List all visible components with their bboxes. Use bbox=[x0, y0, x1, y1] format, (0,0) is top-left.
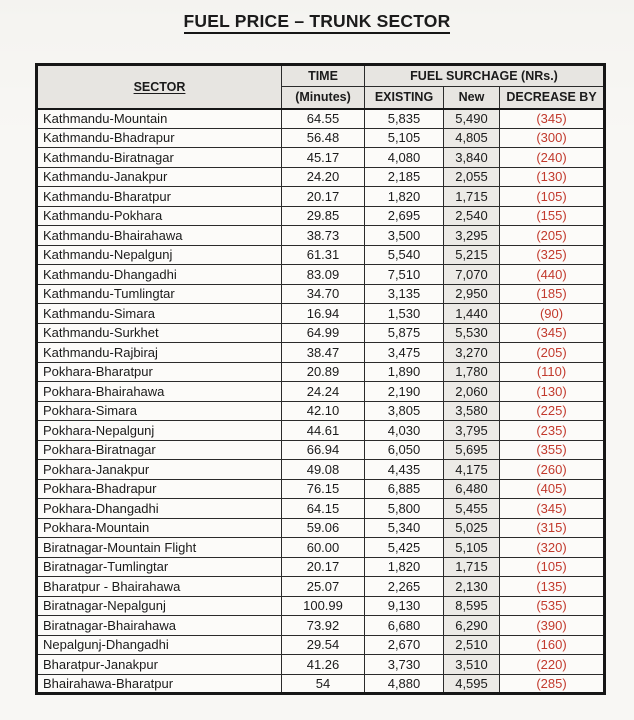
decrease-cell: (105) bbox=[500, 187, 605, 207]
existing-cell: 3,475 bbox=[365, 343, 444, 363]
existing-cell: 6,885 bbox=[365, 479, 444, 499]
sector-cell: Kathmandu-Bhairahawa bbox=[37, 226, 282, 246]
table-row bbox=[37, 557, 605, 577]
table-row bbox=[37, 265, 605, 285]
sector-cell: Kathmandu-Tumlingtar bbox=[37, 284, 282, 304]
new-cell: 4,175 bbox=[444, 460, 500, 480]
decrease-cell: (160) bbox=[500, 635, 605, 655]
table-row bbox=[37, 596, 605, 616]
table-row bbox=[37, 382, 605, 402]
decrease-cell: (535) bbox=[500, 596, 605, 616]
time-cell: 45.17 bbox=[282, 148, 365, 168]
time-cell: 42.10 bbox=[282, 401, 365, 421]
decrease-cell: (110) bbox=[500, 362, 605, 382]
new-cell: 2,130 bbox=[444, 577, 500, 597]
sector-cell: Pokhara-Simara bbox=[37, 401, 282, 421]
decrease-cell: (345) bbox=[500, 109, 605, 129]
table-row bbox=[37, 421, 605, 441]
sector-cell: Nepalgunj-Dhangadhi bbox=[37, 635, 282, 655]
decrease-cell: (345) bbox=[500, 323, 605, 343]
time-cell: 41.26 bbox=[282, 655, 365, 675]
existing-cell: 2,190 bbox=[365, 382, 444, 402]
decrease-cell: (155) bbox=[500, 206, 605, 226]
table-body bbox=[37, 109, 605, 694]
decrease-cell: (130) bbox=[500, 382, 605, 402]
new-cell: 1,715 bbox=[444, 557, 500, 577]
table-row bbox=[37, 616, 605, 636]
time-cell: 73.92 bbox=[282, 616, 365, 636]
decrease-cell: (405) bbox=[500, 479, 605, 499]
time-cell: 20.89 bbox=[282, 362, 365, 382]
time-cell: 20.17 bbox=[282, 557, 365, 577]
decrease-cell: (260) bbox=[500, 460, 605, 480]
time-cell: 64.55 bbox=[282, 109, 365, 129]
sector-cell: Biratnagar-Bhairahawa bbox=[37, 616, 282, 636]
table-row bbox=[37, 245, 605, 265]
table-row bbox=[37, 362, 605, 382]
new-cell: 3,840 bbox=[444, 148, 500, 168]
sector-cell: Kathmandu-Pokhara bbox=[37, 206, 282, 226]
time-cell: 60.00 bbox=[282, 538, 365, 558]
new-cell: 2,950 bbox=[444, 284, 500, 304]
decrease-cell: (320) bbox=[500, 538, 605, 558]
new-cell: 5,455 bbox=[444, 499, 500, 519]
existing-cell: 6,680 bbox=[365, 616, 444, 636]
sector-cell: Kathmandu-Janakpur bbox=[37, 167, 282, 187]
sector-cell: Kathmandu-Bhadrapur bbox=[37, 128, 282, 148]
sector-cell: Biratnagar-Tumlingtar bbox=[37, 557, 282, 577]
decrease-cell: (300) bbox=[500, 128, 605, 148]
table-row bbox=[37, 499, 605, 519]
time-cell: 24.24 bbox=[282, 382, 365, 402]
time-cell: 29.54 bbox=[282, 635, 365, 655]
existing-cell: 4,030 bbox=[365, 421, 444, 441]
fuel-price-table bbox=[35, 63, 606, 695]
sector-cell: Kathmandu-Mountain bbox=[37, 109, 282, 129]
new-cell: 5,215 bbox=[444, 245, 500, 265]
decrease-cell: (205) bbox=[500, 343, 605, 363]
sector-cell: Kathmandu-Simara bbox=[37, 304, 282, 324]
column-header-decrease-by: DECREASE BY bbox=[500, 87, 605, 109]
existing-cell: 5,340 bbox=[365, 518, 444, 538]
column-header-time: TIME bbox=[282, 65, 365, 87]
decrease-cell: (345) bbox=[500, 499, 605, 519]
new-cell: 8,595 bbox=[444, 596, 500, 616]
existing-cell: 3,730 bbox=[365, 655, 444, 675]
sector-cell: Pokhara-Nepalgunj bbox=[37, 421, 282, 441]
time-cell: 83.09 bbox=[282, 265, 365, 285]
new-cell: 2,510 bbox=[444, 635, 500, 655]
table-row bbox=[37, 284, 605, 304]
existing-cell: 1,890 bbox=[365, 362, 444, 382]
table-row bbox=[37, 304, 605, 324]
new-cell: 4,805 bbox=[444, 128, 500, 148]
table-header bbox=[37, 65, 605, 109]
column-header-existing: EXISTING bbox=[365, 87, 444, 109]
table-row bbox=[37, 674, 605, 694]
new-cell: 5,695 bbox=[444, 440, 500, 460]
new-cell: 5,025 bbox=[444, 518, 500, 538]
existing-cell: 4,880 bbox=[365, 674, 444, 694]
decrease-cell: (90) bbox=[500, 304, 605, 324]
new-cell: 3,295 bbox=[444, 226, 500, 246]
decrease-cell: (130) bbox=[500, 167, 605, 187]
time-cell: 25.07 bbox=[282, 577, 365, 597]
new-cell: 6,480 bbox=[444, 479, 500, 499]
table-row bbox=[37, 655, 605, 675]
new-cell: 3,270 bbox=[444, 343, 500, 363]
sector-cell: Bhairahawa-Bharatpur bbox=[37, 674, 282, 694]
table-row bbox=[37, 343, 605, 363]
column-header-new: New bbox=[444, 87, 500, 109]
new-cell: 3,795 bbox=[444, 421, 500, 441]
decrease-cell: (325) bbox=[500, 245, 605, 265]
time-cell: 56.48 bbox=[282, 128, 365, 148]
new-cell: 1,715 bbox=[444, 187, 500, 207]
existing-cell: 1,820 bbox=[365, 187, 444, 207]
table-row bbox=[37, 440, 605, 460]
table-row bbox=[37, 518, 605, 538]
table-row bbox=[37, 128, 605, 148]
time-cell: 20.17 bbox=[282, 187, 365, 207]
column-header-time-unit: (Minutes) bbox=[282, 87, 365, 109]
table-row bbox=[37, 460, 605, 480]
sector-cell: Kathmandu-Dhangadhi bbox=[37, 265, 282, 285]
sector-cell: Kathmandu-Biratnagar bbox=[37, 148, 282, 168]
decrease-cell: (220) bbox=[500, 655, 605, 675]
time-cell: 24.20 bbox=[282, 167, 365, 187]
decrease-cell: (185) bbox=[500, 284, 605, 304]
new-cell: 6,290 bbox=[444, 616, 500, 636]
table-row bbox=[37, 479, 605, 499]
new-cell: 5,490 bbox=[444, 109, 500, 129]
sector-cell: Bharatpur - Bhairahawa bbox=[37, 577, 282, 597]
decrease-cell: (315) bbox=[500, 518, 605, 538]
decrease-cell: (240) bbox=[500, 148, 605, 168]
time-cell: 64.99 bbox=[282, 323, 365, 343]
existing-cell: 2,265 bbox=[365, 577, 444, 597]
decrease-cell: (355) bbox=[500, 440, 605, 460]
table-row bbox=[37, 109, 605, 129]
new-cell: 2,540 bbox=[444, 206, 500, 226]
time-cell: 38.47 bbox=[282, 343, 365, 363]
table-row bbox=[37, 401, 605, 421]
existing-cell: 3,135 bbox=[365, 284, 444, 304]
time-cell: 64.15 bbox=[282, 499, 365, 519]
existing-cell: 7,510 bbox=[365, 265, 444, 285]
existing-cell: 1,530 bbox=[365, 304, 444, 324]
existing-cell: 9,130 bbox=[365, 596, 444, 616]
page-title: FUEL PRICE – TRUNK SECTOR bbox=[0, 11, 634, 32]
time-cell: 38.73 bbox=[282, 226, 365, 246]
new-cell: 2,060 bbox=[444, 382, 500, 402]
time-cell: 100.99 bbox=[282, 596, 365, 616]
existing-cell: 5,875 bbox=[365, 323, 444, 343]
time-cell: 34.70 bbox=[282, 284, 365, 304]
sector-cell: Pokhara-Bharatpur bbox=[37, 362, 282, 382]
time-cell: 49.08 bbox=[282, 460, 365, 480]
time-cell: 61.31 bbox=[282, 245, 365, 265]
time-cell: 54 bbox=[282, 674, 365, 694]
decrease-cell: (390) bbox=[500, 616, 605, 636]
sector-cell: Pokhara-Janakpur bbox=[37, 460, 282, 480]
sector-cell: Pokhara-Mountain bbox=[37, 518, 282, 538]
existing-cell: 1,820 bbox=[365, 557, 444, 577]
decrease-cell: (205) bbox=[500, 226, 605, 246]
existing-cell: 4,435 bbox=[365, 460, 444, 480]
table-row bbox=[37, 538, 605, 558]
existing-cell: 6,050 bbox=[365, 440, 444, 460]
new-cell: 5,105 bbox=[444, 538, 500, 558]
sector-cell: Kathmandu-Rajbiraj bbox=[37, 343, 282, 363]
decrease-cell: (285) bbox=[500, 674, 605, 694]
table-row bbox=[37, 148, 605, 168]
new-cell: 3,580 bbox=[444, 401, 500, 421]
new-cell: 4,595 bbox=[444, 674, 500, 694]
time-cell: 44.61 bbox=[282, 421, 365, 441]
new-cell: 5,530 bbox=[444, 323, 500, 343]
decrease-cell: (105) bbox=[500, 557, 605, 577]
existing-cell: 2,695 bbox=[365, 206, 444, 226]
table-row bbox=[37, 226, 605, 246]
new-cell: 3,510 bbox=[444, 655, 500, 675]
new-cell: 1,780 bbox=[444, 362, 500, 382]
decrease-cell: (440) bbox=[500, 265, 605, 285]
sector-cell: Pokhara-Biratnagar bbox=[37, 440, 282, 460]
decrease-cell: (225) bbox=[500, 401, 605, 421]
decrease-cell: (235) bbox=[500, 421, 605, 441]
sector-cell: Pokhara-Bhadrapur bbox=[37, 479, 282, 499]
existing-cell: 5,835 bbox=[365, 109, 444, 129]
table-row bbox=[37, 206, 605, 226]
decrease-cell: (135) bbox=[500, 577, 605, 597]
column-header-fuel-surcharge-group: FUEL SURCHAGE (NRs.) bbox=[365, 65, 605, 87]
time-cell: 16.94 bbox=[282, 304, 365, 324]
existing-cell: 5,800 bbox=[365, 499, 444, 519]
column-header-sector: SECTOR bbox=[37, 65, 282, 109]
sector-cell: Biratnagar-Nepalgunj bbox=[37, 596, 282, 616]
existing-cell: 3,500 bbox=[365, 226, 444, 246]
table-row bbox=[37, 577, 605, 597]
existing-cell: 2,185 bbox=[365, 167, 444, 187]
existing-cell: 5,105 bbox=[365, 128, 444, 148]
existing-cell: 5,425 bbox=[365, 538, 444, 558]
sector-cell: Bharatpur-Janakpur bbox=[37, 655, 282, 675]
new-cell: 7,070 bbox=[444, 265, 500, 285]
new-cell: 1,440 bbox=[444, 304, 500, 324]
sector-cell: Biratnagar-Mountain Flight bbox=[37, 538, 282, 558]
time-cell: 29.85 bbox=[282, 206, 365, 226]
table-row bbox=[37, 167, 605, 187]
existing-cell: 2,670 bbox=[365, 635, 444, 655]
table-row bbox=[37, 323, 605, 343]
sector-cell: Pokhara-Dhangadhi bbox=[37, 499, 282, 519]
new-cell: 2,055 bbox=[444, 167, 500, 187]
sector-cell: Pokhara-Bhairahawa bbox=[37, 382, 282, 402]
table-row bbox=[37, 635, 605, 655]
time-cell: 76.15 bbox=[282, 479, 365, 499]
time-cell: 66.94 bbox=[282, 440, 365, 460]
existing-cell: 3,805 bbox=[365, 401, 444, 421]
sector-cell: Kathmandu-Surkhet bbox=[37, 323, 282, 343]
time-cell: 59.06 bbox=[282, 518, 365, 538]
sector-cell: Kathmandu-Bharatpur bbox=[37, 187, 282, 207]
table-row bbox=[37, 187, 605, 207]
existing-cell: 4,080 bbox=[365, 148, 444, 168]
existing-cell: 5,540 bbox=[365, 245, 444, 265]
sector-cell: Kathmandu-Nepalgunj bbox=[37, 245, 282, 265]
